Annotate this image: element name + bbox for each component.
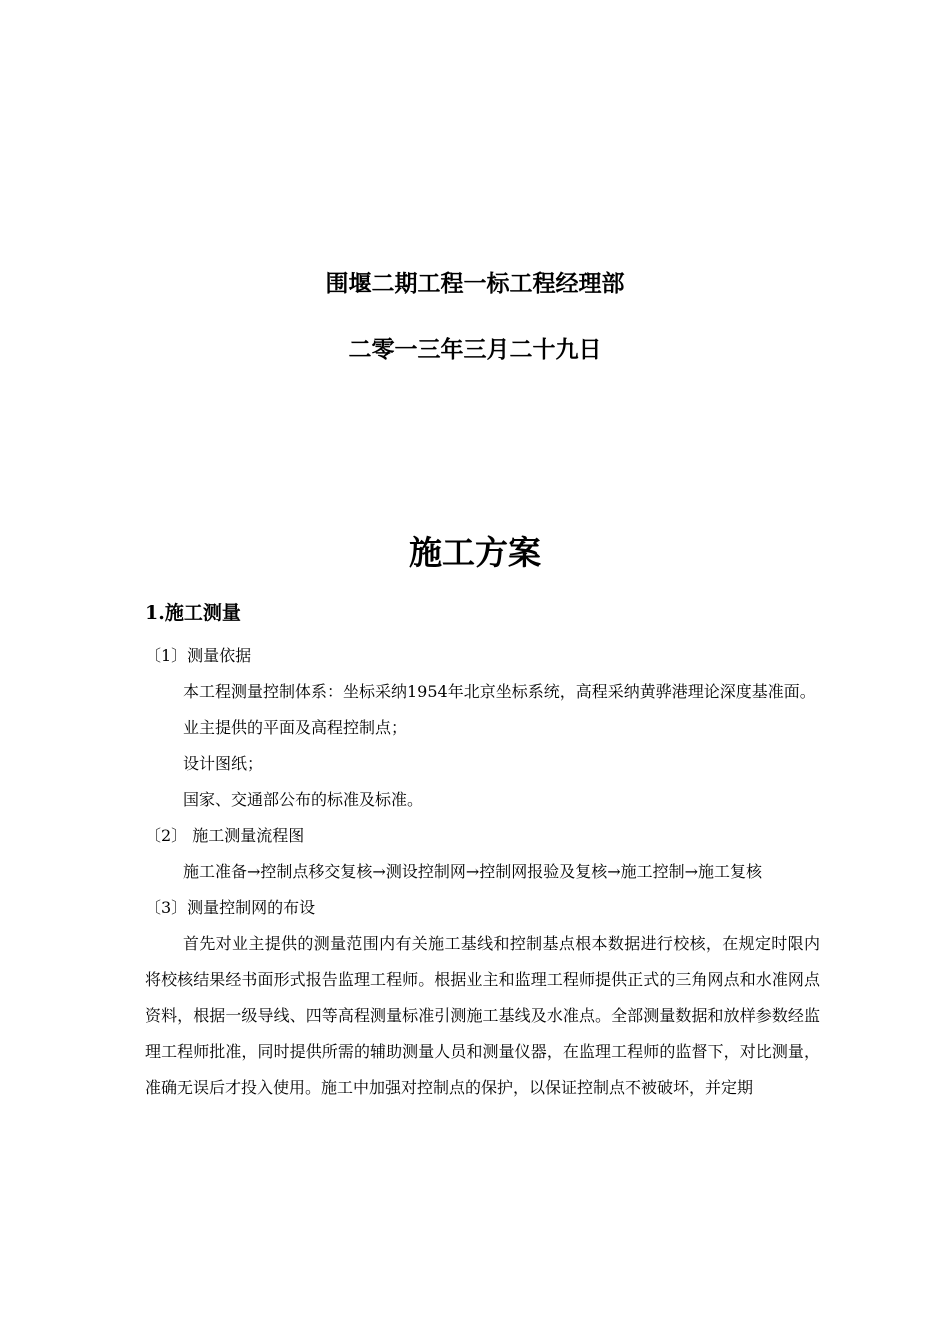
paragraph-design-drawings: 设计图纸；: [183, 754, 264, 773]
subsection-heading-control-network: 〔3〕测量控制网的布设: [145, 898, 316, 917]
paragraph-control-system: 本工程测量控制体系：坐标采纳1954年北京坐标系统，高程采纳黄骅港理论深度基准面。: [183, 682, 816, 701]
paragraph-flow-steps: 施工准备→控制点移交复核→测设控制网→控制网报验及复核→施工控制→施工复核: [183, 862, 763, 881]
subsection-heading-basis: 〔1〕测量依据: [145, 646, 252, 665]
document-date: 二零一三年三月二十九日: [348, 336, 602, 363]
paragraph-standards: 国家、交通部公布的标准及标准。: [183, 790, 424, 809]
document-body: [145, 596, 820, 1106]
paragraph-control-network: 首先对业主提供的测量范围内有关施工基线和控制基点根本数据进行校核，在规定时限内将校核结果经书面形式报告监理工程师。根据业主和监理工程师提供正式的三角网点和水准网点资料，根据一级导线、四等高程测量标准引测施工基线及水准点。全部测量数据和放样参数经监理工程师批准，同时提供所需的辅助测量人员和测量仪器，在监理工程师的监督下，对比测量，准确无误后才投入使用。施工中加强对控制点的保护，以保证控制点不被破坏，并定期: [145, 934, 820, 1097]
section-heading-survey: 1.施工测量: [145, 602, 241, 624]
subsection-heading-flowchart: 〔2〕 施工测量流程图: [145, 826, 305, 845]
organization-name: 围堰二期工程一标工程经理部: [325, 270, 625, 297]
document-title: 施工方案: [409, 533, 541, 572]
paragraph-control-points: 业主提供的平面及高程控制点；: [183, 718, 408, 737]
